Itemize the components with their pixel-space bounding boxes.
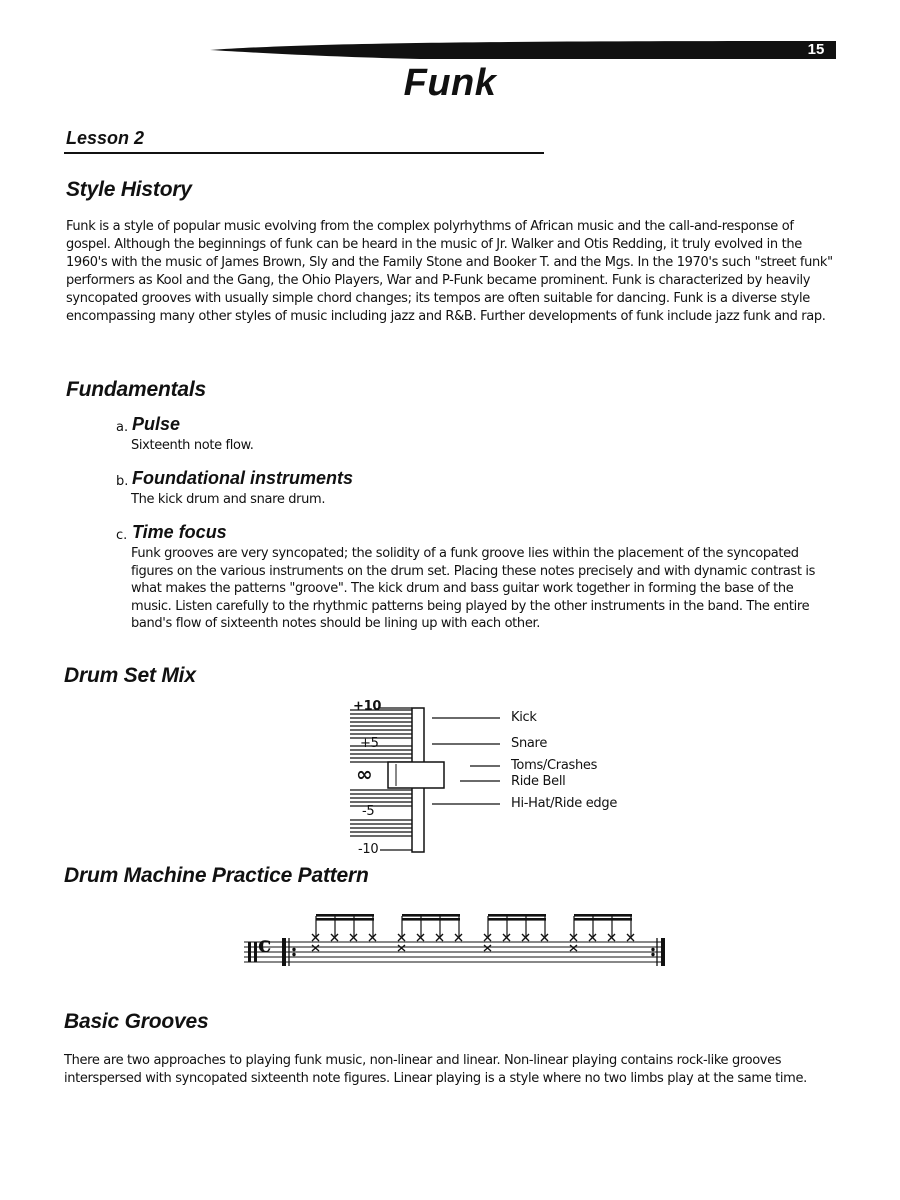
- sixteenth-note-groups: [312, 914, 634, 951]
- beam: [488, 914, 546, 917]
- sixteenth-group: [312, 914, 376, 951]
- drum-machine-heading: Drum Machine Practice Pattern: [64, 864, 369, 887]
- mix-label-kick: Kick: [511, 710, 537, 725]
- beam: [402, 918, 460, 921]
- lesson-label: Lesson 2: [66, 128, 145, 148]
- beam: [488, 918, 546, 921]
- mix-label-snare: Snare: [511, 736, 548, 751]
- foundational-marker: b.: [116, 474, 129, 489]
- beam: [316, 918, 374, 921]
- time-signature-common: c: [258, 932, 272, 958]
- page-number: 15: [807, 41, 825, 58]
- sixteenth-group: [570, 914, 634, 951]
- time-focus-text: Funk grooves are very syncopated; the solidity of a funk groove lies within the placement of the syncopated figures on the various instruments on the drum set. Placing these notes precisely and with dynamic contrast is what makes the patterns "groove". The kick drum and bass guitar work together in forming the base of the music. Listen carefully to the rhythmic patterns being played by the other instruments in the band. The entire band's flow of sixteenth notes should be lining up with each other.: [131, 546, 816, 631]
- basic-grooves-heading: Basic Grooves: [64, 1010, 209, 1033]
- pulse-title: Pulse: [132, 414, 181, 434]
- drum-mix-fader-diagram: [340, 700, 660, 865]
- pulse-text: Sixteenth note flow.: [131, 438, 254, 453]
- drum-set-mix-heading: Drum Set Mix: [64, 664, 196, 687]
- header-bar: [0, 0, 900, 70]
- style-history-paragraph: Funk is a style of popular music evolving from the complex polyrhythms of African music and the call-and-response of gospel. Although the beginnings of funk can be heard in the music of Jr. Walker and Otis Redding, it truly evolved in the 1960's with the music of James Brown, Sly and the Family Stone and Booker T. and the Mgs. In the 1970's such "street funk" performers as Kool and the Gang, the Ohio Players, War and P-Funk became prominent. Funk is characterized by heavily syncopated grooves with usually simple chord changes; its tempos are often suitable for dancing. Funk is a diverse style encompassing many other styles of music including jazz and R&B. Further developments of funk include jazz funk and rap.: [66, 219, 833, 324]
- page-title: Funk: [403, 62, 497, 104]
- mix-label-hihat-ride-edge: Hi-Hat/Ride edge: [511, 796, 618, 811]
- lower-notehead: [312, 945, 319, 951]
- pulse-marker: a.: [116, 420, 129, 435]
- scale-label-zero: ∞: [356, 762, 373, 786]
- sixteenth-group: [398, 914, 462, 951]
- scale-label-plus5: +5: [360, 736, 379, 751]
- basic-grooves-paragraph: There are two approaches to playing funk music, non-linear and linear. Non-linear playing contains rock-like grooves interspersed with syncopated sixteenth note figures. Linear playing is a style where no two limbs play at the same time.: [64, 1053, 807, 1086]
- sixteenth-group: [484, 914, 548, 951]
- fundamentals-heading: Fundamentals: [66, 378, 206, 401]
- drum-notation-staff: [236, 908, 676, 978]
- lower-notehead: [570, 945, 577, 951]
- scale-label-minus5: -5: [362, 804, 375, 819]
- scale-label-plus10: +10: [353, 699, 382, 714]
- lower-notehead: [484, 945, 491, 951]
- lower-notehead: [398, 945, 405, 951]
- scale-label-minus10: -10: [358, 842, 379, 857]
- time-focus-marker: c.: [116, 528, 128, 543]
- beam: [574, 914, 632, 917]
- beam: [574, 918, 632, 921]
- beam: [316, 914, 374, 917]
- mix-label-ride-bell: Ride Bell: [511, 774, 566, 789]
- beam: [402, 914, 460, 917]
- time-focus-title: Time focus: [132, 522, 227, 542]
- foundational-text: The kick drum and snare drum.: [131, 492, 326, 507]
- style-history-heading: Style History: [66, 178, 192, 201]
- mix-label-toms-crashes: Toms/Crashes: [511, 758, 598, 773]
- lesson-divider: [64, 152, 544, 154]
- foundational-title: Foundational instruments: [132, 468, 354, 488]
